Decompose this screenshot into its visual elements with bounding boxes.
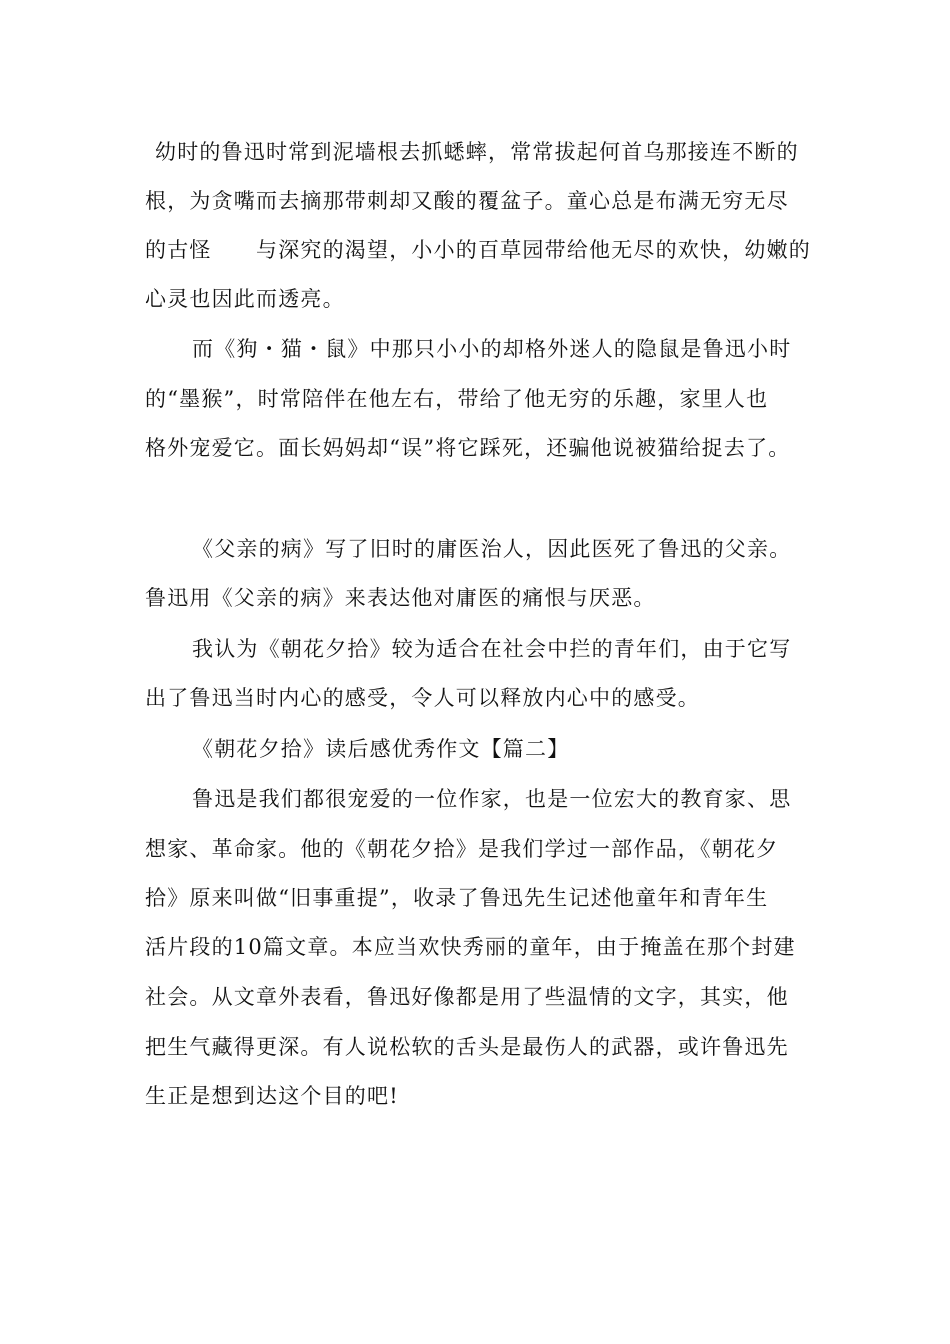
text-line-13: 鲁迅是我们都很宠爱的一位作家，也是一位宏大的教育家、思 bbox=[192, 787, 792, 811]
text-line-8: 《父亲的病》写了旧时的庸医治人，因此医死了鲁迅的父亲。 bbox=[192, 537, 792, 561]
text-line-14: 想家、革命家。他的《朝花夕拾》是我们学过一部作品，《朝花夕 bbox=[145, 837, 779, 861]
text-line-2: 根，为贪嘴而去摘那带刺却又酸的覆盆子。童心总是布满无穷无尽 bbox=[145, 189, 789, 213]
text-line-16: 活片段的10篇文章。本应当欢快秀丽的童年，由于掩盖在那个封建 bbox=[145, 935, 796, 959]
text-line-19: 生正是想到达这个目的吧! bbox=[145, 1084, 399, 1108]
text-line-3: 的古怪 与深究的渴望，小小的百草园带给他无尽的欢快，幼嫩的 bbox=[145, 238, 811, 262]
text-line-1: 幼时的鲁迅时常到泥墙根去抓蟋蟀，常常拔起何首乌那接连不断的 bbox=[155, 140, 799, 164]
text-line-17: 社会。从文章外表看，鲁迅好像都是用了些温情的文字，其实，他 bbox=[145, 985, 789, 1009]
text-line-5: 而《狗・猫・鼠》中那只小小的却格外迷人的隐鼠是鲁迅小时 bbox=[192, 337, 792, 361]
text-line-15: 拾》原来叫做“旧事重提”，收录了鲁迅先生记述他童年和青年生 bbox=[145, 886, 769, 910]
text-line-11: 出了鲁迅当时内心的感受，令人可以释放内心中的感受。 bbox=[145, 686, 700, 710]
text-line-10: 我认为《朝花夕拾》较为适合在社会中拦的青年们，由于它写 bbox=[192, 637, 792, 661]
text-line-18: 把生气藏得更深。有人说松软的舌头是最伤人的武器，或许鲁迅先 bbox=[145, 1035, 789, 1059]
text-line-6: 的“墨猴”，时常陪伴在他左右，带给了他无穷的乐趣，家里人也 bbox=[145, 387, 769, 411]
section-heading: 《朝花夕拾》读后感优秀作文【篇二】 bbox=[192, 737, 570, 761]
text-line-7: 格外宠爱它。面长妈妈却“误”将它踩死，还骗他说被猫给捉去了。 bbox=[145, 436, 791, 460]
text-line-9: 鲁迅用《父亲的病》来表达他对庸医的痛恨与厌恶。 bbox=[145, 586, 656, 610]
text-line-4: 心灵也因此而透亮。 bbox=[145, 287, 345, 311]
